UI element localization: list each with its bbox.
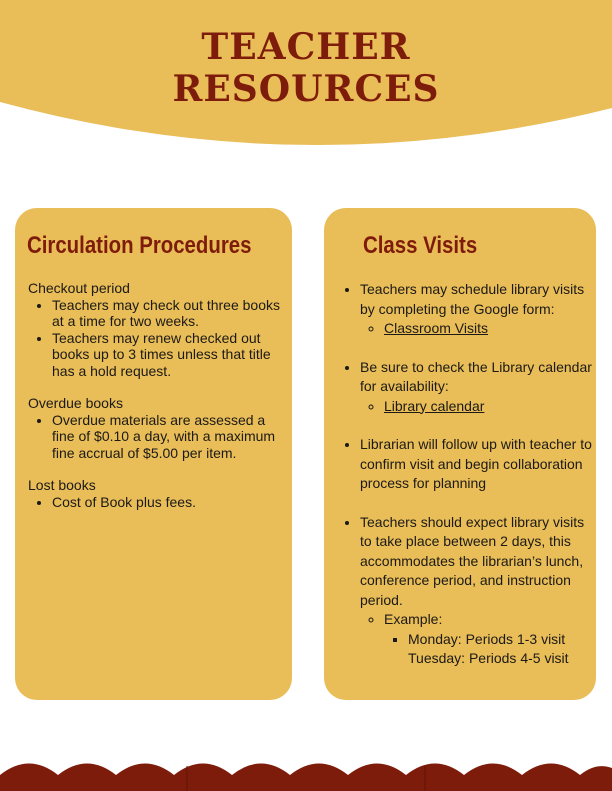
list-item: • Teachers may renew checked out books up to 3 times unless that title has a hold request. <box>52 330 280 380</box>
checkout-list <box>28 297 280 380</box>
footer-wave <box>0 764 612 791</box>
example-line-1: ▪ Monday: Periods 1-3 visit <box>408 630 592 650</box>
example-list <box>384 630 592 669</box>
list-item <box>360 513 592 669</box>
example-line-2: Tuesday: Periods 4-5 visit <box>408 650 569 666</box>
expectations-text: Teachers should expect library visits to take place between 2 days, this accommodates the librarian’s lunch, conference period, and instruction period. <box>360 513 585 608</box>
circulation-content <box>28 280 280 510</box>
circulation-procedures-card <box>15 208 292 700</box>
list-item <box>360 358 592 436</box>
lost-label: Lost books <box>28 477 96 493</box>
classroom-visits-link[interactable]: Classroom Visits <box>384 320 488 336</box>
list-item <box>360 435 592 513</box>
list-item: • Teachers may check out three books at a time for two weeks. <box>52 297 280 330</box>
lost-list <box>28 494 280 511</box>
schedule-text: Teachers may schedule library visits by completing the Google form: <box>360 281 585 317</box>
page-title <box>0 26 612 110</box>
title-line-2: RESOURCES <box>172 68 440 110</box>
list-item: • Cost of Book plus fees. <box>52 494 280 511</box>
overdue-label: Overdue books <box>28 395 123 411</box>
sublist <box>360 319 592 339</box>
class-visits-heading: Class Visits <box>363 232 478 259</box>
class-visits-list <box>336 280 592 669</box>
library-calendar-link[interactable]: Library calendar <box>384 397 485 414</box>
example-label: Example: <box>384 611 443 627</box>
list-item <box>360 280 592 358</box>
overdue-list <box>28 412 280 462</box>
follow-up-text: Librarian will follow up with teacher to confirm visit and begin collaboration process for planning <box>360 436 592 491</box>
list-item: • Overdue materials are assessed a fine of $0.10 a day, with a maximum fine accrual of $5.00 per item. <box>52 412 280 462</box>
calendar-text: Be sure to check the Library calendar for availability: <box>360 358 592 394</box>
title-line-1: TEACHER <box>201 26 411 68</box>
class-visits-card <box>324 208 596 700</box>
checkout-label: Checkout period <box>28 280 130 296</box>
class-visits-content <box>336 280 592 669</box>
circulation-heading: Circulation Procedures <box>27 232 252 259</box>
sublist <box>360 610 592 669</box>
sublist <box>360 397 592 417</box>
